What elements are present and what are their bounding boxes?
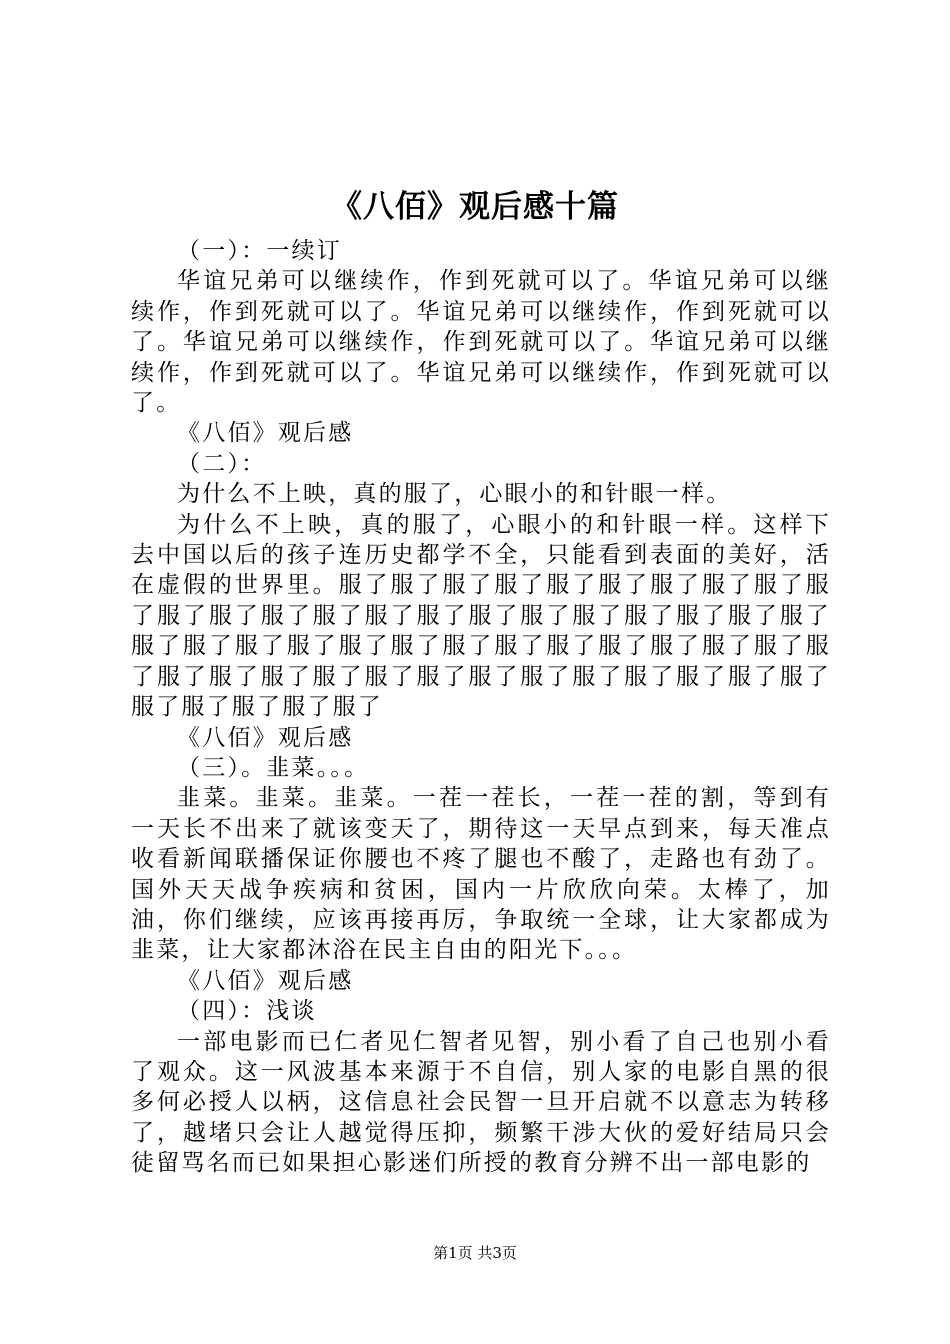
section-caption: 《八佰》观后感 (177, 967, 354, 994)
paragraph: 为什么不上映，真的服了，心眼小的和针眼一样。 (177, 481, 732, 508)
paragraph: 为什么不上映，真的服了，心眼小的和针眼一样。这样下去中国以后的孩子连历史都学不全，只能看到表面的美好，活在虚假的世界里。服了服了服了服了服了服了服了服了服了服了服了服了服了服了服了服了服了服了服了服了服了服了服了服了服了服了服了服了服了服了服了服了服了服了服了服了服了服了服了服了服了服了服了服了服了服了服了服了服了服了服了服了服了服了服了 (131, 511, 831, 721)
page-footer: 第1页 共3页 (433, 1244, 517, 1262)
section-heading: （一）：一续订 (177, 238, 342, 264)
section-heading: （四）：浅谈 (177, 998, 317, 1025)
section-heading: （二）： (177, 450, 267, 477)
section-caption: 《八佰》观后感 (177, 724, 354, 751)
section-heading: （三）。韭菜。。。 (177, 754, 370, 781)
paragraph: 华谊兄弟可以继续作，作到死就可以了。华谊兄弟可以继续作，作到死就可以了。华谊兄弟可以继续作，作到死就可以了。华谊兄弟可以继续作，作到死就可以了。华谊兄弟可以继续作，作到死就可以了。华谊兄弟可以继续作，作到死就可以了。 (131, 268, 831, 417)
document-body (131, 236, 831, 1179)
document-title: 《八佰》观后感十篇 (331, 189, 619, 225)
paragraph: 一部电影而已仁者见仁智者见智，别小看了自己也别小看了观众。这一风波基本来源于不自信，别人家的电影自黑的很多何必授人以柄，这信息社会民智一旦开启就不以意志为转移了，越堵只会让人越觉得压抑，频繁干涉大伙的爱好结局只会徒留骂名而已如果担心影迷们所授的教育分辨不出一部电影的 (131, 1028, 831, 1177)
section-caption: 《八佰》观后感 (177, 420, 354, 447)
paragraph: 韭菜。韭菜。韭菜。一茬一茬长，一茬一茬的割，等到有一天长不出来了就该变天了，期待这一天早点到来，每天准点收看新闻联播保证你腰也不疼了腿也不酸了，走路也有劲了。国外天天战争疾病和贫困，国内一片欣欣向荣。太棒了，加油，你们继续，应该再接再厉，争取统一全球，让大家都成为韭菜，让大家都沐浴在民主自由的阳光下。。。 (131, 785, 831, 964)
